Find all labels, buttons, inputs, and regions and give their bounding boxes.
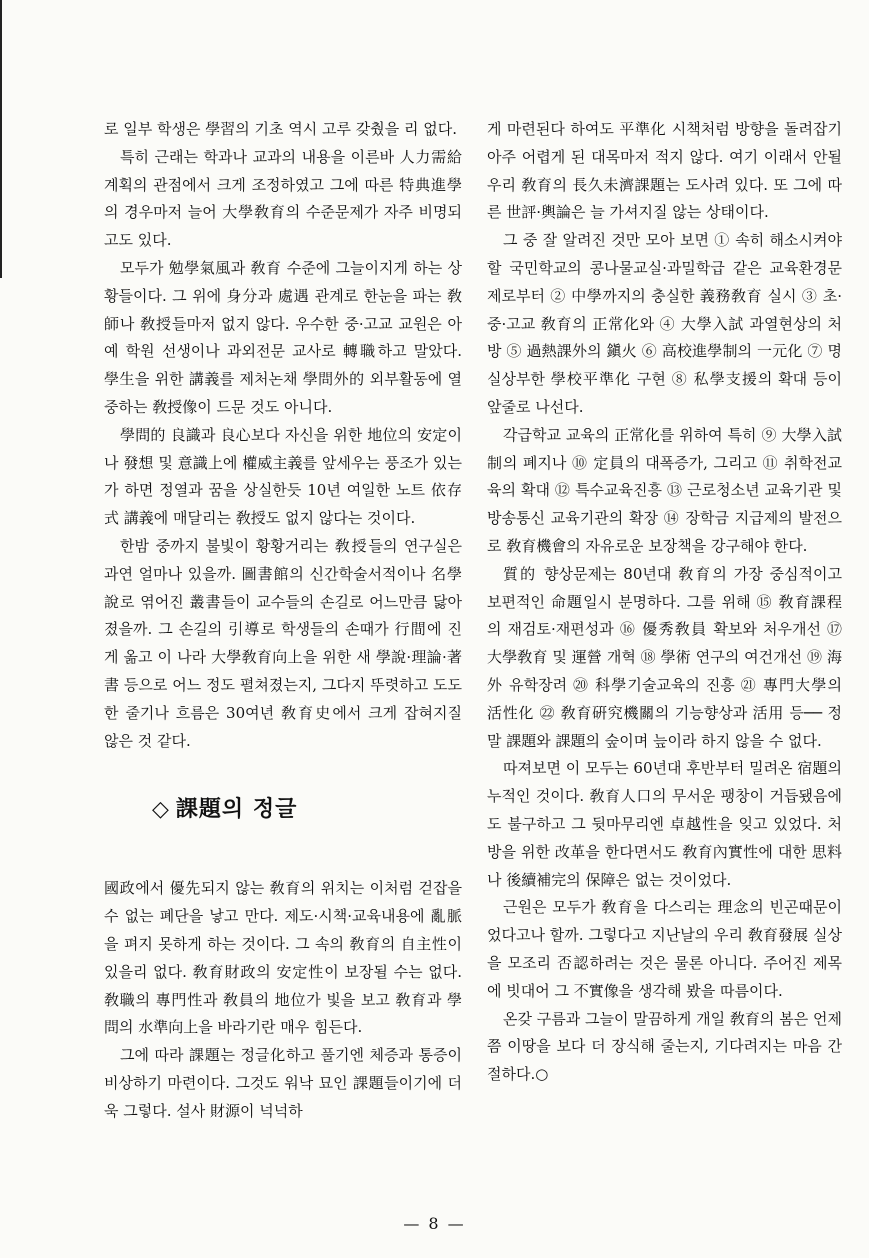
- section-heading-text: 課題의 정글: [175, 797, 298, 823]
- paragraph: 모두가 勉學氣風과 敎育 수준에 그늘이지게 하는 상황들이다. 그 위에 身分과 處遇 관계로 한눈을 파는 敎師나 敎授들마저 없지 않다. 우수한 중·고교 교원은 아예 학원 선생이나 과외전문 교사로 轉職하고 말았다. 學生을 위한 講義를 제처논채 學問外的 외부활동에 열중하는 敎授像이 드문 것도 아니다.: [104, 258, 462, 416]
- scan-edge-line: [0, 0, 2, 278]
- paragraph: 한밤 중까지 불빛이 황황거리는 敎授들의 연구실은 과연 얼마나 있을까. 圖書館의 신간학술서적이나 名學說로 엮어진 叢書들이 교수들의 손길로 어느만큼 닳아졌을까. 그 손길의 引導로 학생들의 손때가 行間에 진게 옮고 이 나라 大學敎育向上을 위한 새 學說·理論·著書 등으로 어느 정도 펼쳐졌는지, 그다지 뚜렷하고 도도한 줄기나 흐름은 30여년 敎育史에서 크게 잡혀지질 않은 것 같다.: [104, 536, 462, 750]
- paragraph: 質的 향상문제는 80년대 敎育의 가장 중심적이고 보편적인 命題일시 분명하다. 그를 위해 ⑮ 敎育課程의 재검토·재편성과 ⑯ 優秀敎員 확보와 처우개선 ⑰ 大學敎育 및 運營 개혁 ⑱ 學術 연구의 여건개선 ⑲ 海外 유학장려 ⑳ 科學기술교육의 진흥 ㉑ 專門大學의 活性化 ㉒ 敎育硏究機關의 기능향상과 活用 등── 정말 課題와 課題의 숲이며 늪이라 하지 않을 수 없다.: [487, 564, 842, 750]
- paragraph: 로 일부 학생은 學習의 기초 역시 고루 갖췄을 리 없다.: [104, 120, 457, 138]
- section-heading: [104, 795, 462, 825]
- left-column: [104, 116, 462, 1126]
- paragraph: 게 마련된다 하여도 平準化 시책처럼 방향을 돌려잡기 아주 어렵게 된 대목마저 적지 않다. 여기 이래서 안될 우리 敎育의 長久未濟課題는 도사려 있다. 또 그에 따른 世評·輿論은 늘 가셔지질 않는 상태이다.: [487, 120, 842, 222]
- right-column: [487, 116, 842, 1089]
- diamond-bullet: ◇: [152, 797, 170, 823]
- paragraph: 각급학교 교육의 正常化를 위하여 특히 ⑨ 大學入試制의 폐지나 ⑩ 定員의 대폭증가, 그리고 ⑪ 취학전교육의 확대 ⑫ 특수교육진흥 ⑬ 근로청소년 교육기관 및 방송통신 교육기관의 확장 ⑭ 장학금 지급제의 발전으로 敎育機會의 자유로운 보장책을 강구해야 한다.: [487, 425, 842, 555]
- paragraph: 근원은 모두가 敎育을 다스리는 理念의 빈곤때문이었다고나 할까. 그렇다고 지난날의 우리 敎育發展 실상을 모조리 否認하려는 것은 물론 아니다. 주어진 제목에 빗대어 그 不實像을 생각해 봤을 따름이다.: [487, 898, 842, 1000]
- paragraph: 國政에서 優先되지 않는 敎育의 위치는 이처럼 걷잡을 수 없는 폐단을 낳고 만다. 제도·시책·교육내용에 亂脈을 펴지 못하게 하는 것이다. 그 속의 敎育의 自主性이 있을리 없다. 敎育財政의 安定性이 보장될 수는 없다. 敎職의 專門性과 敎員의 地位가 빛을 보고 敎育과 學問의 水準向上을 바라기란 매우 힘든다.: [104, 879, 462, 1037]
- paragraph: 그에 따라 課題는 정글化하고 풀기엔 체증과 통증이 비상하기 마련이다. 그것도 워낙 묘인 課題들이기에 더욱 그렇다. 설사 財源이 넉넉하: [104, 1046, 462, 1120]
- paragraph: 온갖 구름과 그늘이 말끔하게 개일 敎育의 봄은 언제쯤 이땅을 보다 더 장식해 줄는지, 기다려지는 마음 간절하다.○: [487, 1009, 842, 1084]
- paragraph: 따져보면 이 모두는 60년대 후반부터 밀려온 宿題의 누적인 것이다. 敎育人口의 무서운 팽창이 거듭됐음에도 불구하고 그 뒷마무리엔 卓越性을 잊고 있었다. 처방을 위한 改革을 한다면서도 敎育內實性에 대한 思料나 後續補完의 保障은 없는 것이었다.: [487, 759, 842, 889]
- page-number: — 8 —: [403, 1214, 466, 1233]
- paragraph: 學問的 良識과 良心보다 자신을 위한 地位의 安定이나 發想 및 意識上에 權威主義를 앞세우는 풍조가 있는가 하면 정열과 꿈을 상실한듯 10년 여일한 노트 依存式 講義에 매달리는 敎授도 없지 않다는 것이다.: [104, 425, 462, 528]
- paragraph: 그 중 잘 알려진 것만 모아 보면 ① 속히 해소시켜야 할 국민학교의 콩나물교실·과밀학급 같은 교육환경문제로부터 ② 中學까지의 충실한 義務敎育 실시 ③ 초·중·고교 敎育의 正常化와 ④ 大學入試 과열현상의 처방 ⑤ 過熱課外의 鎭火 ⑥ 高校進學制의 一元化 ⑦ 명실상부한 學校平準化 구현 ⑧ 私學支援의 확대 등이 앞줄로 나선다.: [487, 231, 842, 416]
- paragraph: 특히 근래는 학과나 교과의 내용을 이른바 人力需給 계획의 관점에서 크게 조정하였고 그에 따른 特典進學의 경우마저 늘어 大學敎育의 수준문제가 자주 비명되고도 있다.: [104, 147, 462, 250]
